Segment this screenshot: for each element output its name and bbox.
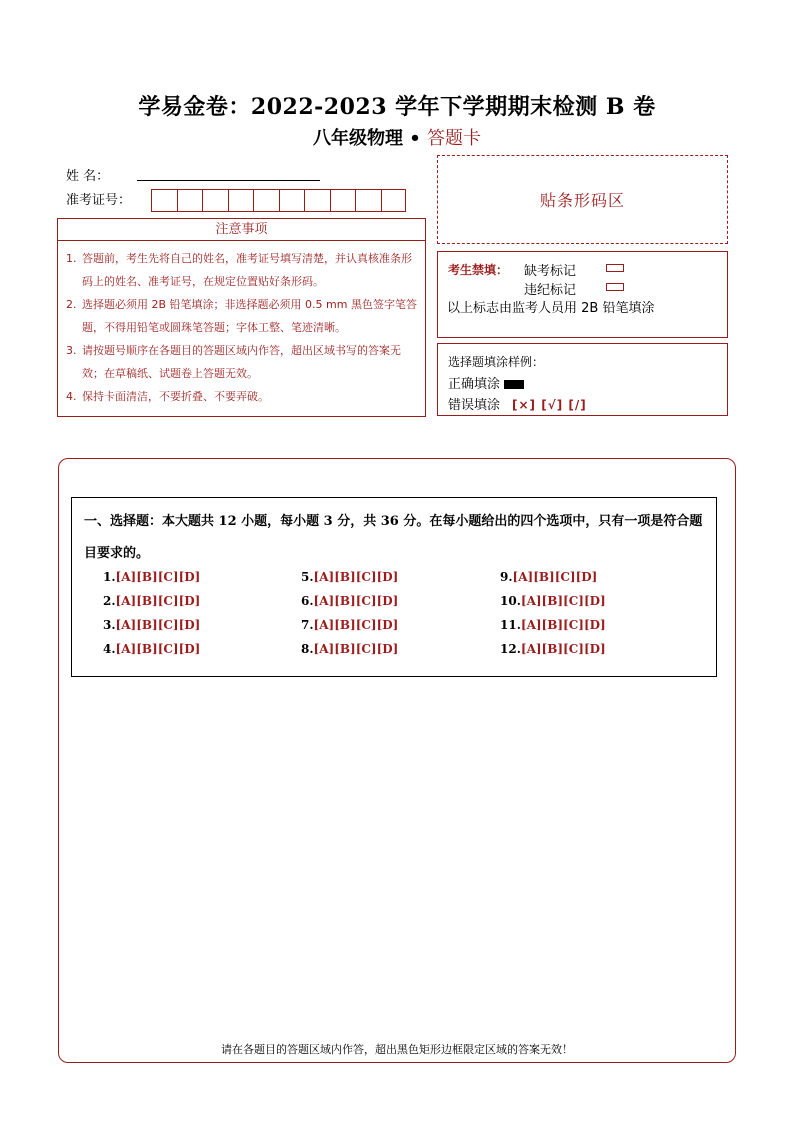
question-number: 3. bbox=[103, 618, 116, 632]
notice-item-number: 2. bbox=[66, 298, 77, 311]
id-cell[interactable] bbox=[279, 189, 305, 212]
proctor-only-box bbox=[437, 251, 728, 338]
id-cell[interactable] bbox=[304, 189, 330, 212]
question-options[interactable]: [A][B][C][D] bbox=[115, 642, 201, 656]
sample-correct-row bbox=[448, 373, 524, 392]
section-1-intro: 一、选择题：本大题共 12 小题，每小题 3 分，共 36 分。在每小题给出的四个选项中，只有一项是符合题目要求的。 bbox=[84, 514, 703, 561]
question-10[interactable] bbox=[500, 594, 606, 608]
id-number-boxes[interactable] bbox=[151, 189, 406, 212]
notice-body bbox=[57, 241, 426, 417]
notice-item-number: 4. bbox=[66, 390, 77, 403]
notice-item-number: 3. bbox=[66, 344, 77, 357]
notice-item-text: 答题前，考生先将自己的姓名，准考证号填写清楚，并认真核准条形码上的姓名、准考证号，在规定位置贴好条形码。 bbox=[82, 252, 412, 288]
question-options[interactable]: [A][B][C][D] bbox=[115, 594, 201, 608]
page-title: 学易金卷：2022-2023 学年下学期期末检测 B 卷 bbox=[138, 94, 656, 120]
question-number: 10. bbox=[500, 594, 521, 608]
name-label: 姓 名： bbox=[66, 169, 110, 184]
proctor-note: 以上标志由监考人员用 2B 铅笔填涂 bbox=[447, 301, 655, 316]
sample-correct-label: 正确填涂 bbox=[448, 377, 501, 392]
question-3[interactable] bbox=[103, 618, 200, 632]
id-cell[interactable] bbox=[381, 189, 407, 212]
question-options[interactable]: [A][B][C][D] bbox=[115, 618, 201, 632]
question-number: 12. bbox=[500, 642, 521, 656]
question-options[interactable]: [A][B][C][D] bbox=[520, 594, 606, 608]
question-number: 7. bbox=[301, 618, 314, 632]
sample-wrong-row bbox=[448, 394, 587, 413]
question-2[interactable] bbox=[103, 594, 200, 608]
absent-mark-label: 缺考标记 bbox=[524, 264, 577, 279]
question-12[interactable] bbox=[500, 642, 606, 656]
question-6[interactable] bbox=[301, 594, 398, 608]
subtitle-main: 八年级物理 bbox=[312, 128, 403, 149]
notice-item-text: 请按题号顺序在各题目的答题区域内作答，超出区域书写的答案无效；在草稿纸、试题卷上答题无效。 bbox=[82, 344, 401, 380]
proctor-heading: 考生禁填： bbox=[448, 263, 509, 277]
question-9[interactable] bbox=[500, 570, 597, 584]
barcode-label: 贴条形码区 bbox=[539, 191, 625, 210]
notice-item-number: 1. bbox=[66, 252, 77, 265]
sample-wrong-label: 错误填涂 bbox=[448, 398, 501, 413]
violation-mark-box[interactable] bbox=[606, 283, 624, 291]
notice-item-text: 保持卡面清洁，不要折叠、不要弄破。 bbox=[82, 390, 269, 403]
page-subtitle bbox=[0, 124, 794, 150]
sample-heading: 选择题填涂样例： bbox=[448, 355, 545, 369]
question-8[interactable] bbox=[301, 642, 398, 656]
violation-mark-label: 违纪标记 bbox=[524, 283, 577, 298]
id-cell[interactable] bbox=[253, 189, 279, 212]
notice-item bbox=[64, 293, 419, 339]
question-number: 5. bbox=[301, 570, 314, 584]
question-number: 1. bbox=[103, 570, 116, 584]
fill-sample-box bbox=[437, 343, 728, 416]
question-options[interactable]: [A][B][C][D] bbox=[313, 594, 399, 608]
id-cell[interactable] bbox=[330, 189, 356, 212]
question-11[interactable] bbox=[500, 618, 606, 632]
id-cell[interactable] bbox=[177, 189, 203, 212]
section-1-box bbox=[71, 497, 717, 677]
notice-item bbox=[64, 339, 419, 385]
question-options[interactable]: [A][B][C][D] bbox=[512, 570, 598, 584]
question-options[interactable]: [A][B][C][D] bbox=[313, 618, 399, 632]
question-options[interactable]: [A][B][C][D] bbox=[520, 642, 606, 656]
name-field[interactable] bbox=[137, 180, 320, 181]
barcode-area bbox=[437, 155, 728, 244]
question-1[interactable] bbox=[103, 570, 200, 584]
question-number: 8. bbox=[301, 642, 314, 656]
question-options[interactable]: [A][B][C][D] bbox=[313, 570, 399, 584]
wrong-marks: [×] [√] [/] bbox=[512, 398, 587, 412]
question-number: 11. bbox=[500, 618, 521, 632]
question-number: 9. bbox=[500, 570, 513, 584]
notice-item bbox=[64, 385, 419, 408]
id-label: 准考证号： bbox=[66, 193, 132, 208]
question-5[interactable] bbox=[301, 570, 398, 584]
footer-warning: 请在各题目的答题区域内作答，超出黑色矩形边框限定区域的答案无效！ bbox=[221, 1043, 573, 1056]
notice-heading: 注意事项 bbox=[57, 218, 426, 241]
subtitle-answer-card: 答题卡 bbox=[427, 128, 482, 149]
notice-item bbox=[64, 247, 419, 293]
id-cell[interactable] bbox=[355, 189, 381, 212]
question-options[interactable]: [A][B][C][D] bbox=[313, 642, 399, 656]
question-number: 4. bbox=[103, 642, 116, 656]
question-options[interactable]: [A][B][C][D] bbox=[520, 618, 606, 632]
question-4[interactable] bbox=[103, 642, 200, 656]
filled-mark-icon bbox=[504, 380, 524, 389]
subtitle-separator: • bbox=[409, 128, 421, 149]
question-number: 6. bbox=[301, 594, 314, 608]
id-cell[interactable] bbox=[228, 189, 254, 212]
notice-item-text: 选择题必须用 2B 铅笔填涂；非选择题必须用 0.5 mm 黑色签字笔答题，不得用铅笔或圆珠笔答题；字体工整、笔迹清晰。 bbox=[82, 298, 417, 334]
question-options[interactable]: [A][B][C][D] bbox=[115, 570, 201, 584]
id-cell[interactable] bbox=[202, 189, 228, 212]
question-7[interactable] bbox=[301, 618, 398, 632]
absent-mark-box[interactable] bbox=[606, 264, 624, 272]
question-number: 2. bbox=[103, 594, 116, 608]
id-cell[interactable] bbox=[151, 189, 177, 212]
